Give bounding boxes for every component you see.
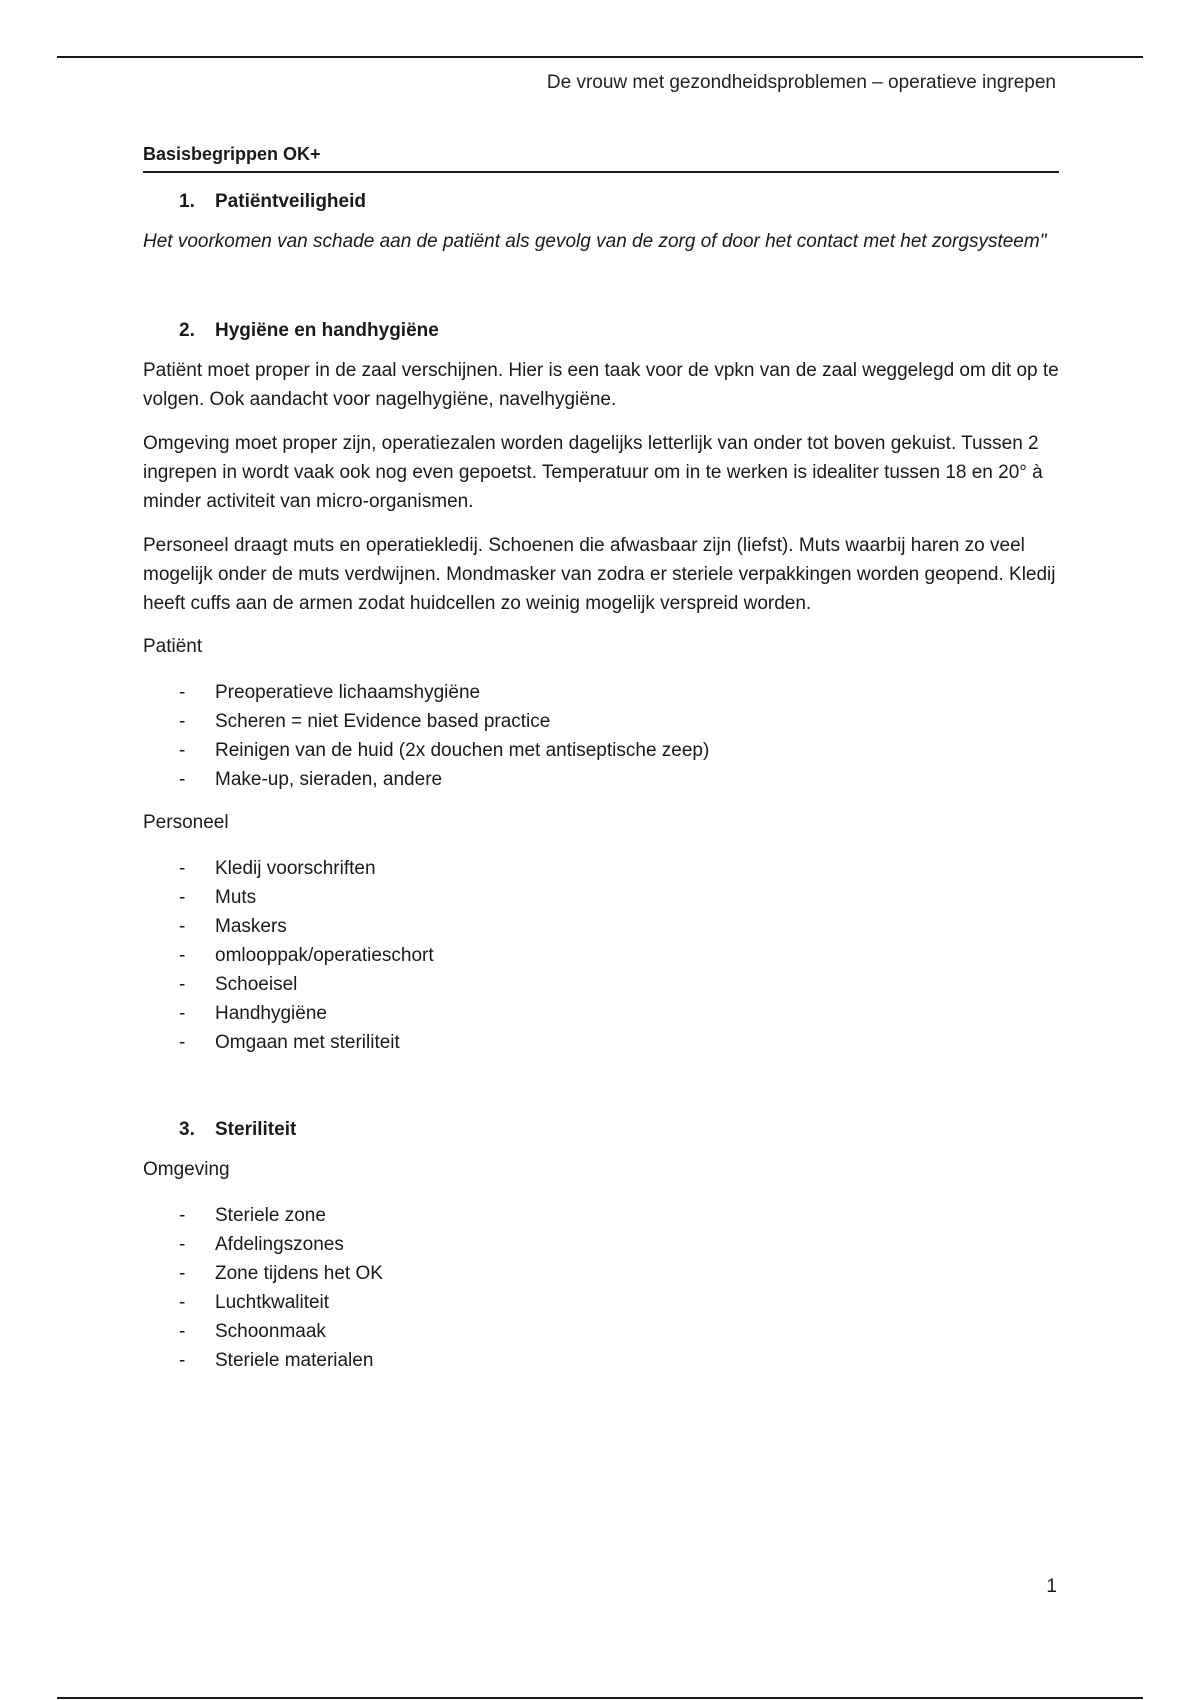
section-heading	[143, 320, 1059, 342]
list-item-text: Schoonmaak	[215, 1321, 326, 1342]
bullet-dash: -	[179, 1003, 186, 1024]
page-content	[143, 144, 1059, 1375]
bullet-dash: -	[179, 1292, 186, 1313]
section-number: 2.	[179, 320, 195, 341]
document-title: Basisbegrippen OK+	[143, 144, 1059, 173]
list-item	[143, 912, 1059, 941]
list-item	[143, 736, 1059, 765]
list-item	[143, 678, 1059, 707]
list-item-text: Reinigen van de huid (2x douchen met antiseptische zeep)	[215, 740, 710, 761]
definition-paragraph: Het voorkomen van schade aan de patiënt als gevolg van de zorg of door het contact met het zorgsysteem"	[143, 231, 1047, 252]
bullet-dash: -	[179, 887, 186, 908]
list-item-text: Scheren = niet Evidence based practice	[215, 711, 551, 732]
list-item-text: Make-up, sieraden, andere	[215, 769, 443, 790]
section-steriliteit	[143, 1119, 1059, 1375]
list-item-text: Steriele materialen	[215, 1350, 374, 1371]
bullet-dash: -	[179, 1350, 186, 1371]
list-item-text: Zone tijdens het OK	[215, 1263, 383, 1284]
list-item	[143, 1028, 1059, 1057]
section-number: 1.	[179, 191, 195, 212]
section-title: Hygiëne en handhygiëne	[215, 320, 439, 341]
list-item	[143, 765, 1059, 794]
bullet-dash: -	[179, 1263, 186, 1284]
list-item	[143, 970, 1059, 999]
list-item-text: Steriele zone	[215, 1205, 326, 1226]
page-number: 1	[1046, 1576, 1057, 1597]
list-item	[143, 883, 1059, 912]
section-title: Steriliteit	[215, 1119, 297, 1140]
patient-list	[143, 678, 1059, 794]
list-item	[143, 941, 1059, 970]
list-item	[143, 1346, 1059, 1375]
running-header: De vrouw met gezondheidsproblemen – operatieve ingrepen	[546, 72, 1056, 93]
list-item-text: Omgaan met steriliteit	[215, 1032, 400, 1053]
list-item	[143, 1317, 1059, 1346]
list-item	[143, 707, 1059, 736]
bullet-dash: -	[179, 1032, 186, 1053]
list-label-omgeving: Omgeving	[143, 1159, 230, 1180]
body-paragraph: Omgeving moet proper zijn, operatiezalen worden dagelijks letterlijk van onder tot boven gekuist. Tussen 2 ingrepen in wordt vaak ook nog even gepoetst. Temperatuur om in te werken is idealiter tussen 18 en 20° à minder activiteit van micro-organismen.	[143, 433, 1043, 512]
bullet-dash: -	[179, 945, 186, 966]
list-item-text: Schoeisel	[215, 974, 298, 995]
list-item-text: omlooppak/operatieschort	[215, 945, 434, 966]
section-hygiene	[143, 320, 1059, 1057]
personeel-list	[143, 854, 1059, 1057]
list-item-text: Handhygiëne	[215, 1003, 327, 1024]
bullet-dash: -	[179, 974, 186, 995]
list-item-text: Luchtkwaliteit	[215, 1292, 330, 1313]
list-item-text: Preoperatieve lichaamshygiëne	[215, 682, 481, 703]
list-item	[143, 854, 1059, 883]
bullet-dash: -	[179, 1321, 186, 1342]
section-title: Patiëntveiligheid	[215, 191, 366, 212]
list-item	[143, 1288, 1059, 1317]
section-patientveiligheid	[143, 191, 1059, 256]
bullet-dash: -	[179, 858, 186, 879]
bullet-dash: -	[179, 740, 186, 761]
list-item-text: Afdelingszones	[215, 1234, 344, 1255]
omgeving-list	[143, 1201, 1059, 1375]
bullet-dash: -	[179, 916, 186, 937]
footer-rule	[57, 1697, 1143, 1699]
bullet-dash: -	[179, 1234, 186, 1255]
list-item	[143, 1259, 1059, 1288]
bullet-dash: -	[179, 682, 186, 703]
section-number: 3.	[179, 1119, 195, 1140]
list-item-text: Muts	[215, 887, 257, 908]
list-item	[143, 999, 1059, 1028]
list-item-text: Kledij voorschriften	[215, 858, 376, 879]
bullet-dash: -	[179, 769, 186, 790]
list-item	[143, 1201, 1059, 1230]
header-rule	[57, 56, 1143, 58]
body-paragraph: Personeel draagt muts en operatiekledij. Schoenen die afwasbaar zijn (liefst). Muts waarbij haren zo veel mogelijk onder de muts verdwijnen. Mondmasker van zodra er steriele verpakkingen worden geopend. Kledij heeft cuffs aan de armen zodat huidcellen zo weinig mogelijk verspreid worden.	[143, 535, 1056, 614]
bullet-dash: -	[179, 1205, 186, 1226]
list-item-text: Maskers	[215, 916, 287, 937]
section-heading	[143, 191, 1059, 213]
list-item	[143, 1230, 1059, 1259]
section-heading	[143, 1119, 1059, 1141]
list-label-patient: Patiënt	[143, 636, 203, 657]
list-label-personeel: Personeel	[143, 812, 229, 833]
body-paragraph: Patiënt moet proper in de zaal verschijnen. Hier is een taak voor de vpkn van de zaal weggelegd om dit op te volgen. Ook aandacht voor nagelhygiëne, navelhygiëne.	[143, 360, 1059, 410]
bullet-dash: -	[179, 711, 186, 732]
